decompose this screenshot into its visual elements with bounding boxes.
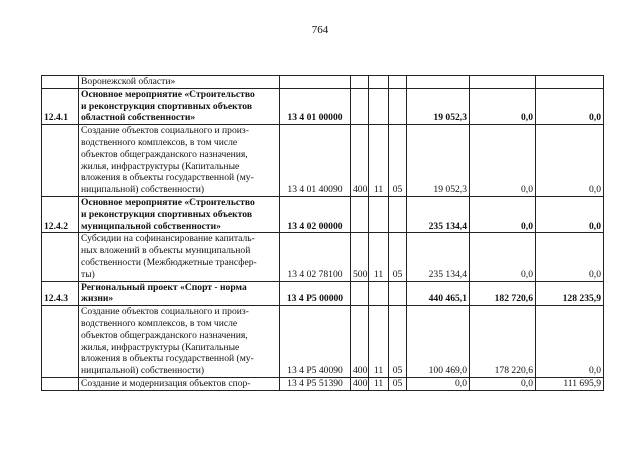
table-row <box>42 233 604 281</box>
description-cell <box>79 377 280 390</box>
subsection-code-cell <box>389 196 407 232</box>
description-line: вложения в объекты государственной (му- <box>81 353 254 365</box>
item-number-cell <box>42 233 79 281</box>
description-line: Субсидии на софинансирование капиталь- <box>81 233 255 245</box>
amount-year-2-cell: 0,0 <box>470 377 536 390</box>
subsection-code-cell: 05 <box>389 377 407 390</box>
amount-year-3-cell: 0,0 <box>536 306 604 378</box>
amount-year-2-cell <box>470 76 536 89</box>
expense-type-cell <box>351 281 369 306</box>
amount-year-3-cell: 128 235,9 <box>536 281 604 306</box>
item-number-cell <box>42 125 79 197</box>
target-code-cell: 13 4 P5 00000 <box>280 281 351 306</box>
expense-type-cell <box>351 88 369 124</box>
description-line: ниципальной) собственности) <box>81 365 205 377</box>
table-row <box>42 306 604 378</box>
description-line: собственности (Межбюджетные трансфер- <box>81 256 257 268</box>
budget-table <box>41 75 604 391</box>
table-row <box>42 377 604 390</box>
section-code-cell: 11 <box>369 125 389 197</box>
table-row <box>42 125 604 197</box>
section-code-cell: 11 <box>369 377 389 390</box>
description-line: Воронежской области» <box>81 76 176 87</box>
subsection-code-cell: 05 <box>389 306 407 378</box>
amount-year-1-cell: 235 134,4 <box>407 196 470 232</box>
amount-year-1-cell: 19 052,3 <box>407 125 470 197</box>
section-code-cell <box>369 88 389 124</box>
target-code-cell: 13 4 P5 51390 <box>280 377 351 390</box>
subsection-code-cell <box>389 88 407 124</box>
target-code-cell <box>280 76 351 89</box>
amount-year-1-cell: 19 052,3 <box>407 88 470 124</box>
item-number-cell <box>42 377 79 390</box>
amount-year-1-cell: 0,0 <box>407 377 470 390</box>
table-body <box>42 76 604 391</box>
target-code-cell: 13 4 02 00000 <box>280 196 351 232</box>
amount-year-3-cell <box>536 76 604 89</box>
description-line: жилья, инфраструктуры (Капитальные <box>81 341 240 353</box>
item-number-cell <box>42 76 79 89</box>
section-row <box>42 196 604 232</box>
target-code-cell: 13 4 01 40090 <box>280 125 351 197</box>
amount-year-2-cell: 0,0 <box>470 88 536 124</box>
subsection-code-cell: 05 <box>389 125 407 197</box>
amount-year-3-cell: 0,0 <box>536 233 604 281</box>
description-line: жилья, инфраструктуры (Капитальные <box>81 160 240 172</box>
description-line: и реконструкция спортивных объектов <box>81 208 252 220</box>
expense-type-cell <box>351 76 369 89</box>
description-line: Создание объектов социального и произ- <box>81 125 249 137</box>
description-cell <box>79 233 280 281</box>
section-row <box>42 281 604 306</box>
description-line: и реконструкция спортивных объектов <box>81 100 252 112</box>
description-cell <box>79 88 280 124</box>
description-line: Основное мероприятие «Строительство <box>81 196 255 208</box>
amount-year-2-cell: 182 720,6 <box>470 281 536 306</box>
amount-year-3-cell: 0,0 <box>536 196 604 232</box>
description-line: вложения в объекты государственной (му- <box>81 172 254 184</box>
description-cell <box>79 306 280 378</box>
subsection-code-cell <box>389 281 407 306</box>
section-code-cell <box>369 281 389 306</box>
description-line: ных вложений в объекты муниципальной <box>81 245 251 257</box>
description-line: жизни» <box>81 293 114 305</box>
description-line: объектов общегражданского назначения, <box>81 148 248 160</box>
expense-type-cell: 500 <box>351 233 369 281</box>
description-line: областной собственности» <box>81 112 196 124</box>
section-code-cell: 11 <box>369 233 389 281</box>
page-number: 764 <box>311 24 329 36</box>
amount-year-2-cell: 0,0 <box>470 233 536 281</box>
amount-year-2-cell: 178 220,6 <box>470 306 536 378</box>
description-cell <box>79 196 280 232</box>
amount-year-1-cell: 100 469,0 <box>407 306 470 378</box>
section-code-cell <box>369 196 389 232</box>
amount-year-1-cell: 440 465,1 <box>407 281 470 306</box>
description-line: водственного комплексов, в том числе <box>81 136 238 148</box>
description-line: Основное мероприятие «Строительство <box>81 88 255 100</box>
description-line: Создание объектов социального и произ- <box>81 306 249 318</box>
amount-year-3-cell: 0,0 <box>536 88 604 124</box>
subsection-code-cell <box>389 76 407 89</box>
description-line: муниципальной собственности» <box>81 220 221 232</box>
expense-type-cell: 400 <box>351 125 369 197</box>
description-cell <box>79 125 280 197</box>
item-number-cell <box>42 306 79 378</box>
expense-type-cell: 400 <box>351 377 369 390</box>
target-code-cell: 13 4 P5 40090 <box>280 306 351 378</box>
item-number-cell: 12.4.2 <box>42 196 79 232</box>
section-code-cell <box>369 76 389 89</box>
item-number-cell: 12.4.3 <box>42 281 79 306</box>
amount-year-2-cell: 0,0 <box>470 196 536 232</box>
amount-year-2-cell: 0,0 <box>470 125 536 197</box>
subsection-code-cell: 05 <box>389 233 407 281</box>
expense-type-cell <box>351 196 369 232</box>
description-line: Региональный проект «Спорт - норма <box>81 281 247 293</box>
amount-year-1-cell: 235 134,4 <box>407 233 470 281</box>
section-code-cell: 11 <box>369 306 389 378</box>
description-line: Создание и модернизация объектов спор- <box>81 377 251 389</box>
description-line: объектов общегражданского назначения, <box>81 329 248 341</box>
section-row <box>42 88 604 124</box>
expense-type-cell: 400 <box>351 306 369 378</box>
amount-year-3-cell: 111 695,9 <box>536 377 604 390</box>
amount-year-3-cell: 0,0 <box>536 125 604 197</box>
target-code-cell: 13 4 02 78100 <box>280 233 351 281</box>
description-line: водственного комплексов, в том числе <box>81 317 238 329</box>
table-row <box>42 76 604 89</box>
target-code-cell: 13 4 01 00000 <box>280 88 351 124</box>
amount-year-1-cell <box>407 76 470 89</box>
item-number-cell: 12.4.1 <box>42 88 79 124</box>
description-line: ты) <box>81 268 95 280</box>
description-line: ниципальной) собственности) <box>81 184 205 196</box>
description-cell <box>79 76 280 89</box>
description-cell <box>79 281 280 306</box>
